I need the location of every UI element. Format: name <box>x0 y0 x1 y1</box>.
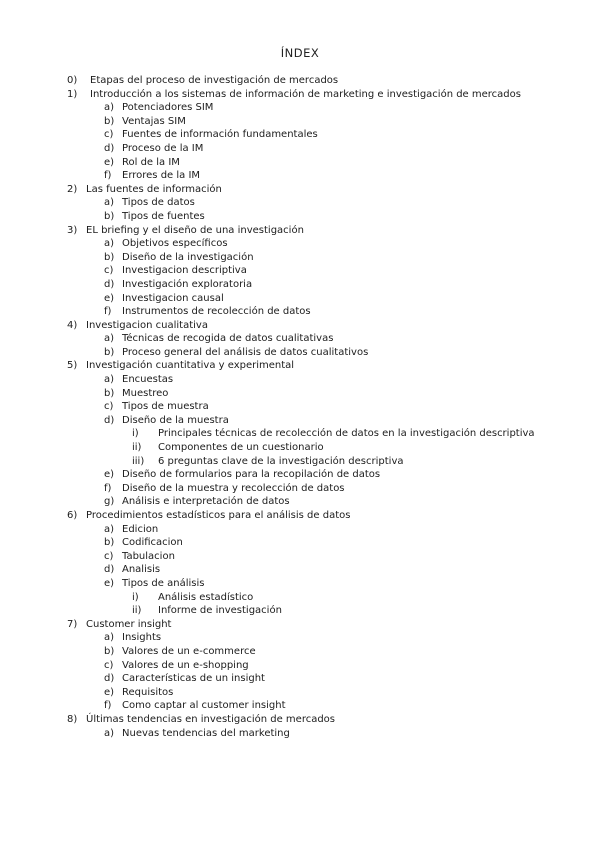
toc-subsection <box>0 305 600 319</box>
item-number: b) <box>104 537 115 549</box>
toc-subsection <box>0 414 600 428</box>
item-text: Tipos de análisis <box>122 577 205 589</box>
toc-section <box>0 359 600 373</box>
toc-subsection <box>0 482 600 496</box>
item-number: d) <box>104 673 115 685</box>
toc-subsection <box>0 292 600 306</box>
item-text: Como captar al customer insight <box>122 700 286 712</box>
toc-section <box>0 224 600 238</box>
toc-subsection <box>0 727 600 741</box>
item-number: e) <box>104 156 115 168</box>
item-number: f) <box>104 306 112 318</box>
item-text: Potenciadores SIM <box>122 102 214 114</box>
item-text: Edicion <box>122 523 159 535</box>
item-number: c) <box>104 129 114 141</box>
toc-subsection <box>0 237 600 251</box>
item-text: Analisis <box>122 564 161 576</box>
item-text: Diseño de la investigación <box>122 251 254 263</box>
toc-subsubsection <box>0 441 600 455</box>
item-text: Informe de investigación <box>158 605 282 617</box>
item-number: a) <box>104 727 115 739</box>
toc-subsection <box>0 128 600 142</box>
item-number: d) <box>104 564 115 576</box>
item-number: 0) <box>67 75 78 86</box>
toc-subsection <box>0 346 600 360</box>
item-number: d) <box>104 278 115 290</box>
item-text: Diseño de la muestra <box>122 414 229 426</box>
item-text: Investigación cuantitativa y experimental <box>86 360 295 372</box>
item-text: Introducción a los sistemas de información de marketing e investigación de mercados <box>90 88 521 100</box>
item-text: Características de un insight <box>122 673 265 685</box>
item-number: b) <box>104 210 115 222</box>
item-text: Valores de un e-shopping <box>122 659 249 671</box>
item-number: e) <box>104 686 115 698</box>
item-text: Diseño de formularios para la recopilación de datos <box>122 469 381 481</box>
toc-subsubsection <box>0 427 600 441</box>
item-text: Customer insight <box>86 618 172 630</box>
item-number: 1) <box>67 88 78 100</box>
item-text: Proceso general del análisis de datos cualitativos <box>122 346 369 358</box>
item-text: Tipos de datos <box>122 197 195 209</box>
toc-section <box>0 88 600 102</box>
toc-subsection <box>0 577 600 591</box>
item-number: d) <box>104 414 115 426</box>
item-text: Últimas tendencias en investigación de mercados <box>86 713 336 725</box>
item-number: b) <box>104 346 115 358</box>
item-number: c) <box>104 265 114 277</box>
item-text: Análisis estadístico <box>158 591 254 603</box>
item-text: Fuentes de información fundamentales <box>122 129 318 141</box>
item-number: e) <box>104 292 115 304</box>
item-text: Encuestas <box>122 374 174 386</box>
item-number: 4) <box>67 319 78 331</box>
toc-subsection <box>0 659 600 673</box>
item-number: i) <box>132 428 139 440</box>
toc-subsection <box>0 468 600 482</box>
item-text: Investigacion descriptiva <box>122 265 247 277</box>
item-text: Investigacion causal <box>122 292 224 304</box>
toc-subsection <box>0 645 600 659</box>
toc-subsection <box>0 332 600 346</box>
item-number: b) <box>104 115 115 127</box>
table-of-contents <box>0 74 600 740</box>
item-number: ii) <box>132 605 142 617</box>
item-text: Muestreo <box>122 387 169 399</box>
toc-subsection <box>0 115 600 129</box>
toc-subsection <box>0 156 600 170</box>
item-number: a) <box>104 523 115 535</box>
toc-section <box>0 713 600 727</box>
item-text: Investigacion cualitativa <box>86 319 208 331</box>
item-text: Errores de la IM <box>122 170 201 182</box>
toc-subsection <box>0 251 600 265</box>
toc-subsection <box>0 387 600 401</box>
item-number: 6) <box>67 510 78 521</box>
toc-subsection <box>0 400 600 414</box>
item-text: Proceso de la IM <box>122 142 204 154</box>
item-number: a) <box>104 333 115 345</box>
item-number: f) <box>104 170 112 182</box>
item-number: 3) <box>67 224 78 236</box>
toc-subsection <box>0 536 600 550</box>
item-number: a) <box>104 238 115 250</box>
toc-subsection <box>0 699 600 713</box>
item-number: iii) <box>132 455 145 467</box>
item-number: d) <box>104 142 115 154</box>
toc-section <box>0 618 600 632</box>
item-number: b) <box>104 645 115 657</box>
toc-subsection <box>0 278 600 292</box>
toc-section <box>0 509 600 523</box>
item-number: c) <box>104 550 114 562</box>
item-number: f) <box>104 482 112 494</box>
toc-subsection <box>0 142 600 156</box>
item-text: Componentes de un cuestionario <box>158 442 324 454</box>
toc-subsection <box>0 495 600 509</box>
toc-subsection <box>0 550 600 564</box>
item-text: Codificacion <box>122 537 183 549</box>
item-text: Objetivos específicos <box>122 238 228 250</box>
item-text: Etapas del proceso de investigación de mercados <box>90 75 339 86</box>
toc-subsection <box>0 373 600 387</box>
toc-subsubsection <box>0 604 600 618</box>
item-number: a) <box>104 102 115 114</box>
item-number: 7) <box>67 618 78 630</box>
toc-subsection <box>0 686 600 700</box>
item-number: a) <box>104 197 115 209</box>
item-number: f) <box>104 700 112 712</box>
item-number: 8) <box>67 713 78 725</box>
item-text: Análisis e interpretación de datos <box>122 496 290 508</box>
toc-subsection <box>0 631 600 645</box>
item-number: b) <box>104 251 115 263</box>
toc-subsubsection <box>0 591 600 605</box>
item-text: Rol de la IM <box>122 156 180 168</box>
item-text: Insights <box>122 632 162 644</box>
item-text: Requisitos <box>122 686 174 698</box>
item-number: a) <box>104 632 115 644</box>
item-text: 6 preguntas clave de la investigación descriptiva <box>158 455 404 467</box>
toc-subsection <box>0 672 600 686</box>
item-text: Principales técnicas de recolección de datos en la investigación descriptiva <box>158 428 535 440</box>
toc-section <box>0 183 600 197</box>
item-text: Tipos de muestra <box>122 401 209 413</box>
item-text: Tabulacion <box>122 550 175 562</box>
item-number: c) <box>104 401 114 413</box>
item-number: a) <box>104 374 115 386</box>
item-number: 5) <box>67 360 78 372</box>
toc-subsection <box>0 169 600 183</box>
item-text: Diseño de la muestra y recolección de datos <box>122 482 345 494</box>
item-number: i) <box>132 591 139 603</box>
toc-subsection <box>0 264 600 278</box>
item-text: Procedimientos estadísticos para el análisis de datos <box>86 510 351 521</box>
item-text: Técnicas de recogida de datos cualitativas <box>122 333 334 345</box>
toc-section <box>0 74 600 88</box>
toc-subsection <box>0 563 600 577</box>
toc-subsection <box>0 523 600 537</box>
item-text: Nuevas tendencias del marketing <box>122 727 290 739</box>
item-text: Las fuentes de información <box>86 183 222 195</box>
item-text: Investigación exploratoria <box>122 278 253 290</box>
item-text: EL briefing y el diseño de una investigación <box>86 224 304 236</box>
item-text: Valores de un e-commerce <box>122 645 256 657</box>
item-number: e) <box>104 577 115 589</box>
item-number: 2) <box>67 183 78 195</box>
toc-subsubsection <box>0 455 600 469</box>
toc-section <box>0 319 600 333</box>
item-number: e) <box>104 469 115 481</box>
page-title: ÍNDEX <box>280 46 320 60</box>
item-text: Ventajas SIM <box>122 115 186 127</box>
item-text: Instrumentos de recolección de datos <box>122 306 311 318</box>
item-number: ii) <box>132 442 142 454</box>
toc-subsection <box>0 196 600 210</box>
item-number: c) <box>104 659 114 671</box>
toc-subsection <box>0 210 600 224</box>
item-number: g) <box>104 496 115 508</box>
item-number: b) <box>104 387 115 399</box>
toc-subsection <box>0 101 600 115</box>
item-text: Tipos de fuentes <box>122 210 205 222</box>
